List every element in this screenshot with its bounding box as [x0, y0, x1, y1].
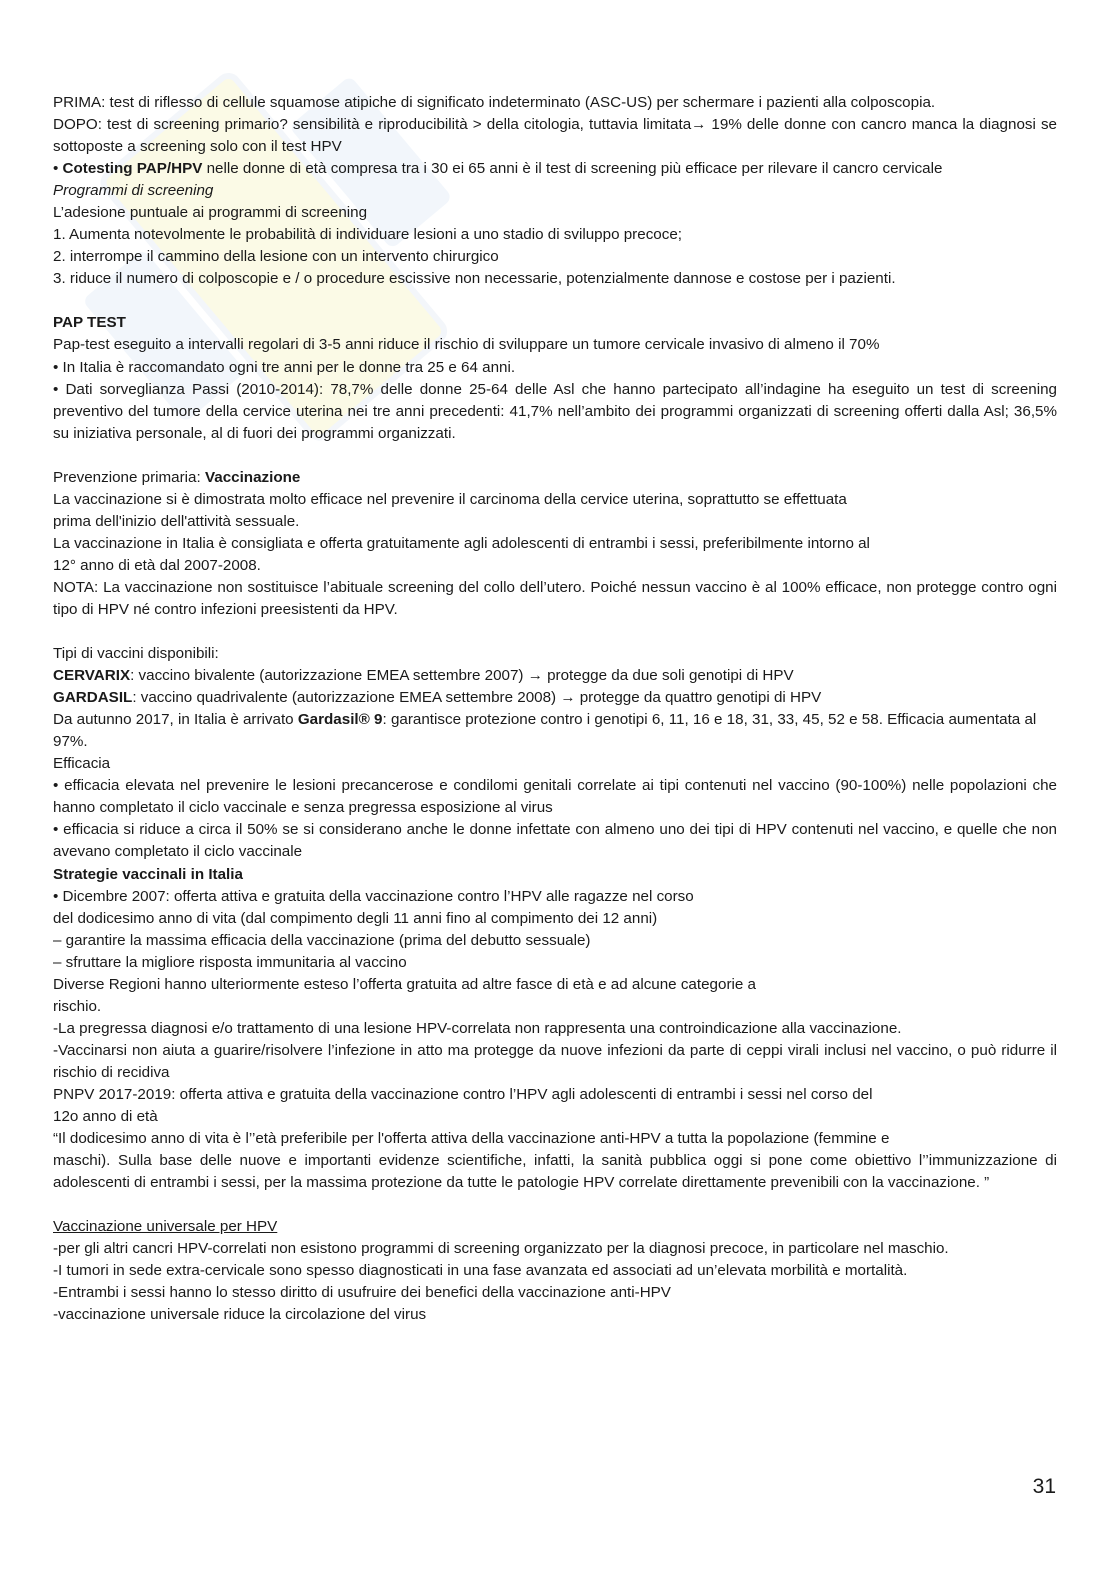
gardasil9-line — [53, 709, 1057, 753]
page-number: 31 — [1032, 1475, 1056, 1498]
universale-item: -I tumori in sede extra-cervicale sono spesso diagnosticati in una fase avanzata ed associati ad un’elevata morbilità e mortalità. — [53, 1262, 908, 1280]
strategie-line: – sfruttare la migliore risposta immunitaria al vaccino — [53, 953, 407, 971]
gardasil-label: GARDASIL — [53, 689, 133, 707]
vaccinazione-heading-prefix: Prevenzione primaria: — [53, 468, 205, 486]
screening-prima: PRIMA: test di riflesso di cellule squamose atipiche di significato indeterminato (ASC-US) per schermare i pazienti alla colposcopia. — [53, 94, 936, 111]
strategie-quote: maschi). Sulla base delle nuove e importanti evidenze scientifiche, infatti, la sanità pubblica oggi si pone come obiettivo l’’immunizzazione di adolescenti di entrambi i sessi, per la massima protezione da tutte le patologie HPV correlate direttamente prevenibili con la vaccinazione. ” — [53, 1152, 1057, 1192]
vaccinazione-text: La vaccinazione in Italia è consigliata e offerta gratuitamente agli adolescenti di entrambi i sessi, preferibilmente intorno al — [53, 534, 870, 552]
vaccinazione-heading — [53, 467, 1057, 489]
vaccinazione-text: La vaccinazione si è dimostrata molto efficace nel prevenire il carcinoma della cervice uterina, soprattutto se effettuata — [53, 490, 847, 508]
vaccinazione-heading-bold: Vaccinazione — [204, 468, 301, 486]
cervarix-line — [53, 665, 1057, 687]
programmi-screening-title: Programmi di screening — [53, 182, 214, 200]
strategie-heading: Strategie vaccinali in Italia — [53, 865, 243, 883]
efficacia-item: • efficacia elevata nel prevenire le lesioni precancerose e condilomi genitali correlate ai tipi contenuti nel vaccino (90-100%) nelle popolazioni che hanno completato il ciclo vaccinale e senza pregressa esposizione al virus — [53, 777, 1057, 817]
gardasil-text: : vaccino quadrivalente (autorizzazione EMEA settembre 2008) → protegge da quattro genotipi di HPV — [132, 689, 822, 707]
vaccinazione-nota: NOTA: La vaccinazione non sostituisce l’abituale screening del collo dell’utero. Poiché nessun vaccino è al 100% efficace, non protegge contro ogni tipo di HPV né contro infezioni preesistenti da HPV. — [53, 578, 1057, 618]
efficacia-item: • efficacia si riduce a circa il 50% se si considerano anche le donne infettate con almeno uno dei tipi di HPV contenuti nel vaccino, e quelle che non avevano completato il ciclo vaccinale — [53, 821, 1057, 861]
universale-item: -Entrambi i sessi hanno lo stesso diritto di usufruire dei benefici della vaccinazione anti-HPV — [53, 1284, 671, 1302]
universale-item: -vaccinazione universale riduce la circolazione del virus — [53, 1306, 427, 1324]
strategie-line: -La pregressa diagnosi e/o trattamento di una lesione HPV-correlata non rappresenta una controindicazione alla vaccinazione. — [53, 1019, 902, 1037]
strategie-quote: “Il dodicesimo anno di vita è l’’età preferibile per l'offerta attiva della vaccinazione anti-HPV a tutta la popolazione (femmine e — [53, 1130, 890, 1148]
strategie-line: del dodicesimo anno di vita (dal compimento degli 11 anni fino al compimento dei 12 anni) — [53, 909, 658, 927]
strategie-line: Diverse Regioni hanno ulteriormente esteso l’offerta gratuita ad altre fasce di età e ad alcune categorie a — [53, 975, 756, 993]
pap-test-line: • In Italia è raccomandato ogni tre anni per le donne tra 25 e 64 anni. — [53, 358, 516, 376]
strategie-line: rischio. — [53, 997, 102, 1015]
efficacia-heading: Efficacia — [53, 755, 111, 773]
universale-item: -per gli altri cancri HPV-correlati non esistono programmi di screening organizzato per la diagnosi precoce, in particolare nel maschio. — [53, 1240, 949, 1258]
gardasil9-text: : garantisce protezione contro i genotipi 6, 11, 16 e 18, 31, 33, 45, 52 e 58. Efficacia aumentata al 97%. — [53, 711, 1037, 751]
document-body — [53, 92, 1057, 1326]
screening-dopo: DOPO: test di screening primario? sensibilità e riproducibilità > della citologia, tuttavia limitata→ 19% delle donne con cancro manca la diagnosi se sottoposte a screening solo con il test HPV — [53, 116, 1057, 156]
strategie-line: – garantire la massima efficacia della vaccinazione (prima del debutto sessuale) — [53, 931, 591, 949]
screening-list-item: 3. riduce il numero di colposcopie e / o procedure escissive non necessarie, potenzialmente dannose e costose per i pazienti. — [53, 270, 896, 288]
universale-heading: Vaccinazione universale per HPV — [53, 1218, 278, 1236]
vaccinazione-text: prima dell'inizio dell'attività sessuale. — [53, 512, 300, 530]
cervarix-label: CERVARIX — [53, 667, 131, 685]
gardasil9-prefix: Da autunno 2017, in Italia è arrivato — [53, 711, 298, 729]
screening-list-item: 1. Aumenta notevolmente le probabilità di individuare lesioni a uno stadio di sviluppo precoce; — [53, 226, 682, 244]
screening-cotesting: • Cotesting PAP/HPV nelle donne di età compresa tra i 30 ei 65 anni è il test di screening più efficace per rilevare il cancro cervicale — [53, 160, 943, 178]
pap-test-heading: PAP TEST — [53, 314, 126, 332]
strategie-line: -Vaccinarsi non aiuta a guarire/risolvere l’infezione in atto ma protegge da nuove infezioni da parte di ceppi virali inclusi nel vaccino, o può ridurre il rischio di recidiva — [53, 1041, 1057, 1081]
cervarix-text: : vaccino bivalente (autorizzazione EMEA settembre 2007) → protegge da due soli genotipi di HPV — [130, 667, 794, 685]
gardasil9-label: Gardasil® 9 — [297, 711, 383, 729]
strategie-line: PNPV 2017-2019: offerta attiva e gratuita della vaccinazione contro l’HPV agli adolescenti di entrambi i sessi nel corso del — [53, 1085, 873, 1103]
strategie-line: • Dicembre 2007: offerta attiva e gratuita della vaccinazione contro l’HPV alle ragazze nel corso — [53, 887, 694, 905]
cotesting-label: Cotesting PAP/HPV — [62, 160, 203, 178]
tipi-vaccini: Tipi di vaccini disponibili: — [53, 645, 219, 663]
gardasil-line — [53, 687, 1057, 709]
strategie-line: 12o anno di età — [53, 1108, 158, 1126]
pap-test-line: • Dati sorveglianza Passi (2010-2014): 78,7% delle donne 25-64 delle Asl che hanno partecipato all’indagine ha eseguito un test di screening preventivo del tumore della cervice uterina nei tre anni precedenti: 41,7% nell’ambito dei programmi organizzati di screening offerti dalla Asl; 36,5% su iniziativa personale, al di fuori dei programmi organizzati. — [53, 380, 1057, 442]
pap-test-line: Pap-test eseguito a intervalli regolari di 3-5 anni riduce il rischio di sviluppare un tumore cervicale invasivo di almeno il 70% — [53, 336, 880, 354]
vaccinazione-text: 12° anno di età dal 2007-2008. — [53, 556, 261, 574]
adesione-text: L’adesione puntuale ai programmi di screening — [53, 204, 368, 222]
cotesting-text: nelle donne di età compresa tra i 30 ei 65 anni è il test di screening più efficace per rilevare il cancro cervicale — [202, 160, 943, 178]
screening-list-item: 2. interrompe il cammino della lesione con un intervento chirurgico — [53, 248, 499, 266]
